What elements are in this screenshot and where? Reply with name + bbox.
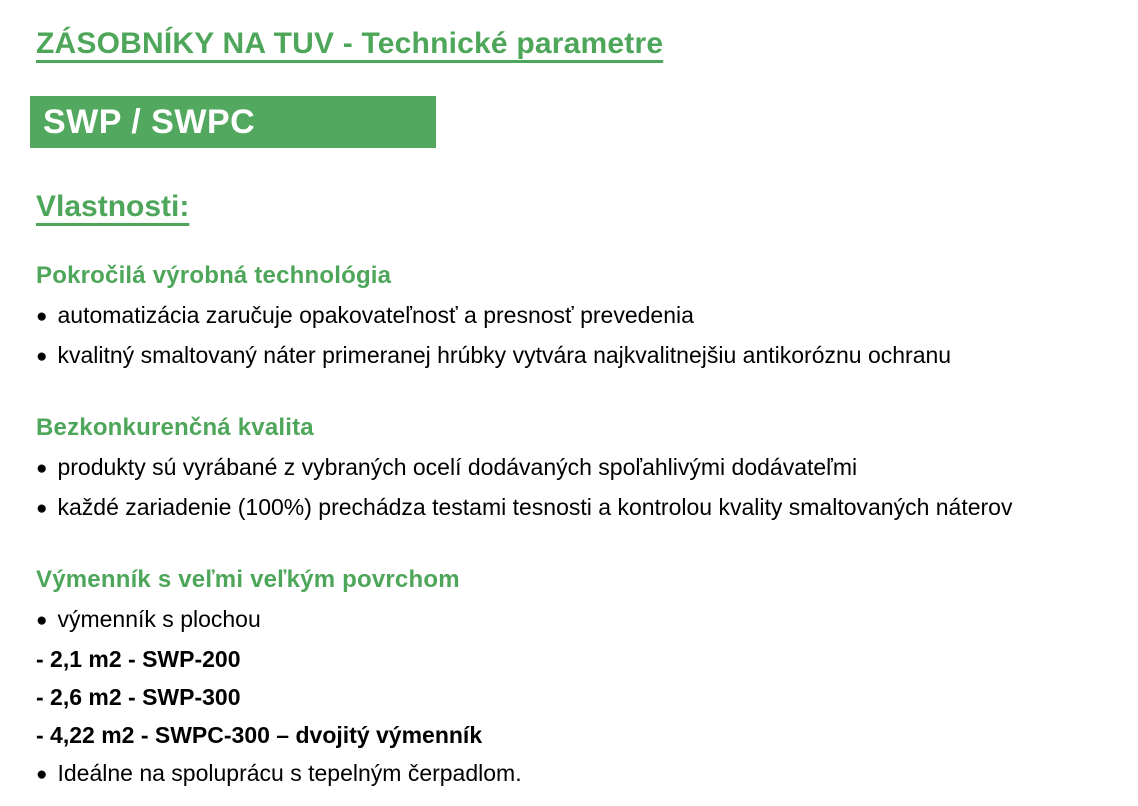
bullet-item	[36, 296, 1108, 336]
line-text: každé zariadenie (100%) prechádza testami tesnosti a kontrolou kvality smaltovaných náterov	[57, 494, 1013, 520]
section-heading: Pokročilá výrobná technológia	[36, 262, 392, 289]
bullet-item	[36, 600, 1108, 640]
spec-line	[36, 716, 1108, 754]
bullet-icon: ●	[36, 610, 48, 631]
bullet-icon: ●	[36, 764, 48, 785]
bullet-item	[36, 754, 1108, 794]
line-text: - 4,22 m2 - SWPC-300 – dvojitý výmenník	[36, 722, 483, 748]
bullet-icon: ●	[36, 458, 48, 479]
bullet-item	[36, 448, 1108, 488]
line-text: výmenník s plochou	[57, 606, 261, 632]
feature-section	[36, 262, 1108, 376]
feature-section	[36, 414, 1108, 528]
spec-line	[36, 678, 1108, 716]
properties-subtitle: Vlastnosti:	[36, 190, 190, 223]
product-banner-label: SWP / SWPC	[43, 102, 256, 141]
line-text: kvalitný smaltovaný náter primeranej hrúbky vytvára najkvalitnejšiu antikoróznu ochranu	[57, 342, 952, 368]
section-heading: Bezkonkurenčná kvalita	[36, 414, 314, 441]
line-text: - 2,1 m2 - SWP-200	[36, 646, 241, 672]
line-text: automatizácia zaručuje opakovateľnosť a presnosť prevedenia	[57, 302, 694, 328]
bullet-icon: ●	[36, 498, 48, 519]
bullet-icon: ●	[36, 306, 48, 327]
bullet-icon: ●	[36, 346, 48, 367]
bullet-item	[36, 336, 1108, 376]
section-heading: Výmenník s veľmi veľkým povrchom	[36, 566, 460, 593]
page-title: ZÁSOBNÍKY NA TUV - Technické parametre	[36, 27, 664, 60]
spec-line	[36, 640, 1108, 678]
product-banner	[30, 96, 436, 148]
bullet-item	[36, 488, 1108, 528]
feature-section	[36, 566, 1108, 794]
line-text: - 2,6 m2 - SWP-300	[36, 684, 241, 710]
sections-container	[36, 262, 1108, 794]
line-text: produkty sú vyrábané z vybraných ocelí dodávaných spoľahlivými dodávateľmi	[57, 454, 858, 480]
line-text: Ideálne na spoluprácu s tepelným čerpadlom.	[57, 760, 522, 786]
